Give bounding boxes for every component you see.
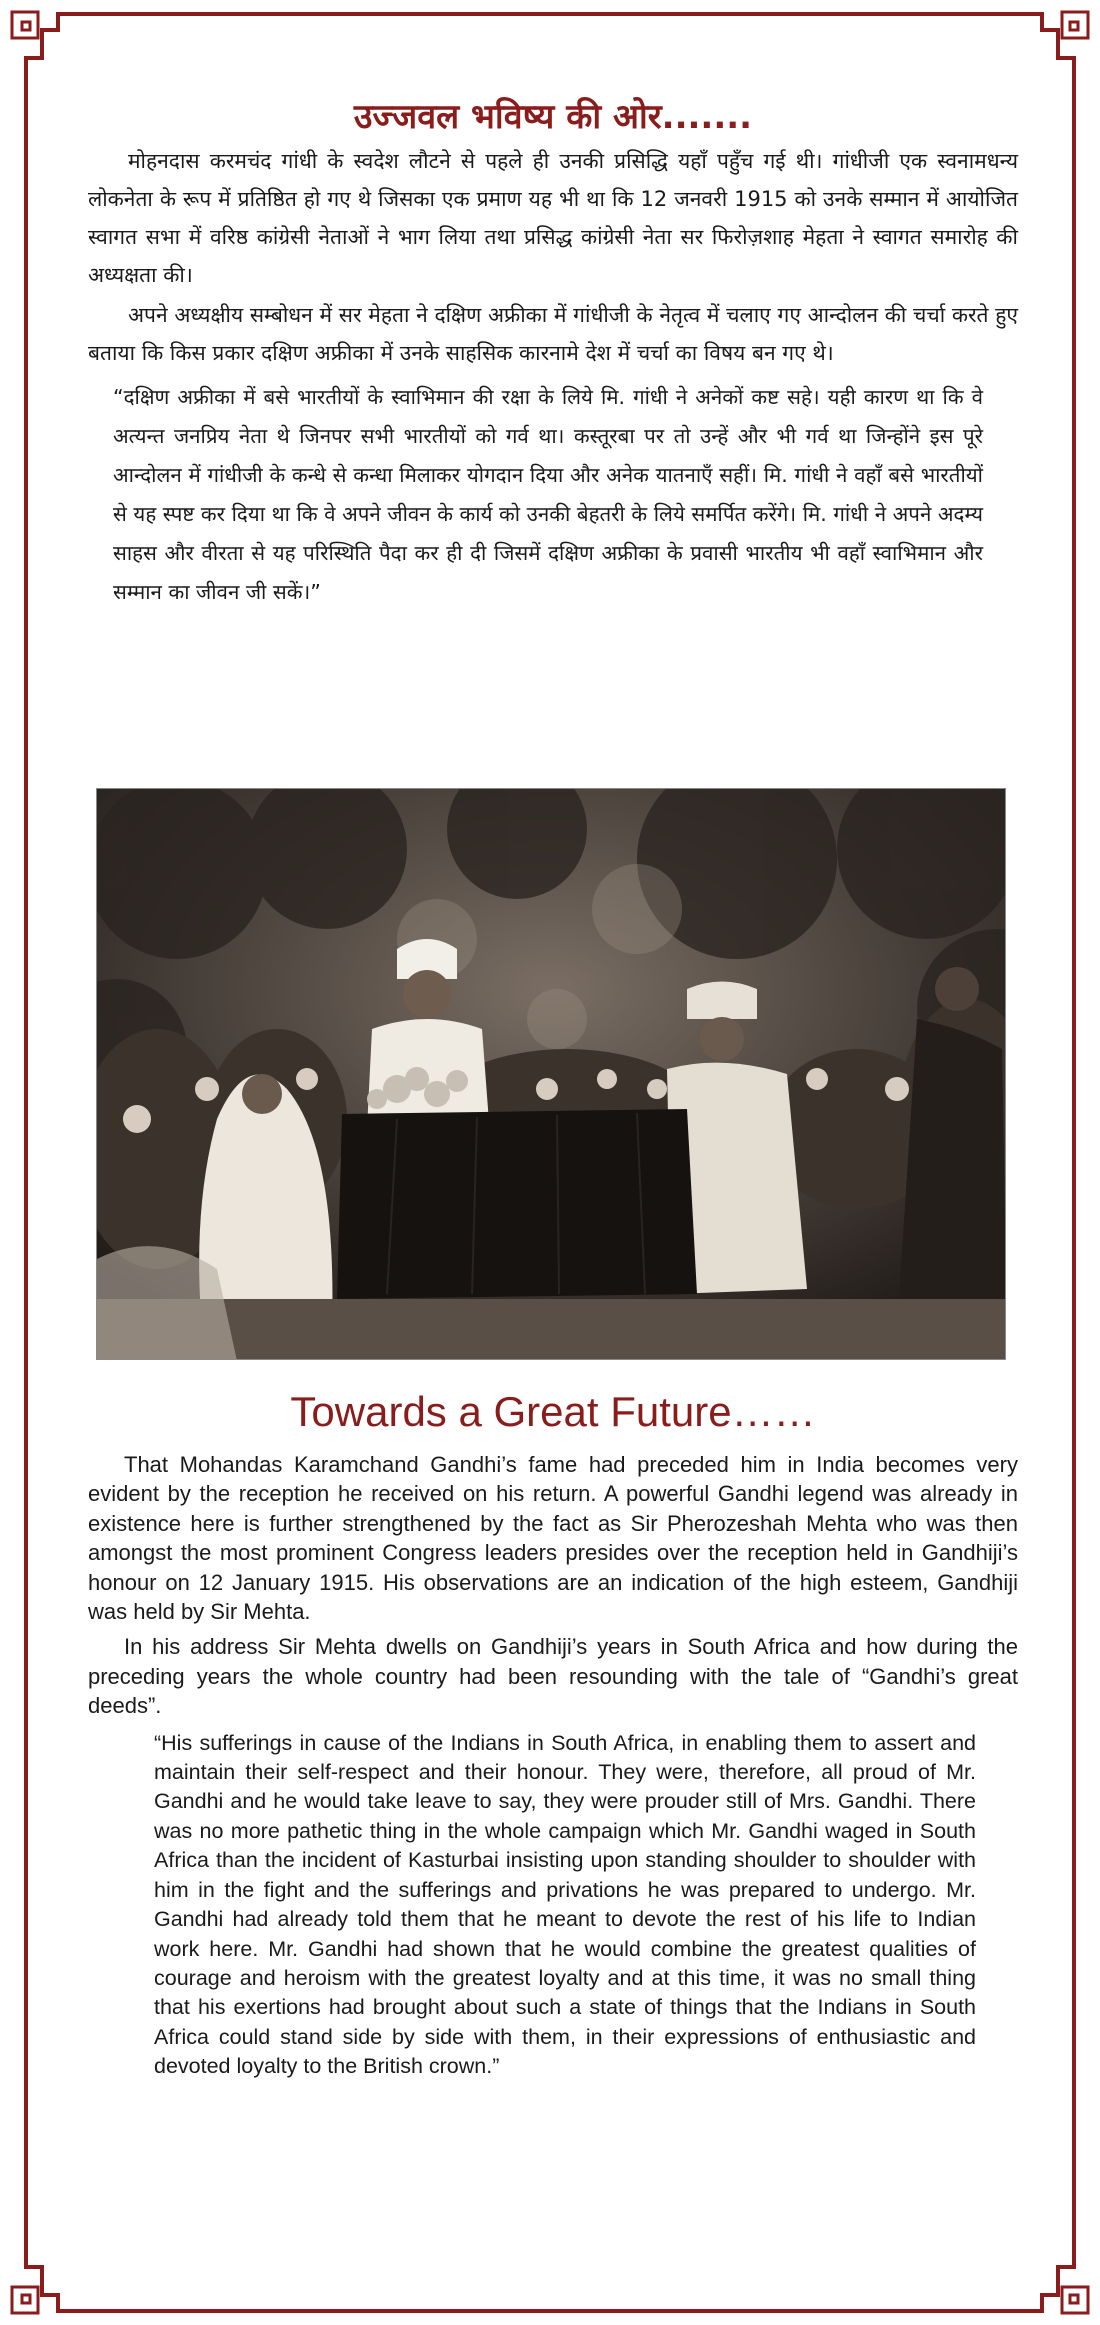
hindi-body <box>88 142 1018 612</box>
english-paragraph-1: That Mohandas Karamchand Gandhi’s fame had preceded him in India becomes very evident by the reception he received on his return. A powerful Gandhi legend was already in existence here is further strengthened by the fact as Sir Pherozeshah Mehta who was then amongst the most prominent Congress leaders presides over the reception held in Gandhiji’s honour on 12 January 1915. His observations are an indication of the high esteem, Gandhiji was held by Sir Mehta. <box>88 1452 1018 1625</box>
english-quote: “His sufferings in cause of the Indians in South Africa, in enabling them to assert and maintain their self-respect and their honour. They were, therefore, all proud of Mr. Gandhi and he would take leave to say, they were prouder still of Mrs. Gandhi. There was no more pathetic thing in the whole campaign which Mr. Gandhi waged in South Africa than the incident of Kasturbai insisting upon standing shoulder to shoulder with him in the fight and the sufferings and privations he was prepared to undergo. Mr. Gandhi had already told them that he meant to devote the rest of his life to Indian work here. Mr. Gandhi had shown that he would combine the greatest qualities of courage and heroism with the greatest loyalty and at this time, it was no small thing that his exertions had brought about such a state of things that the Indians in South Africa could stand side by side with them, in their expressions of enthusiastic and devoted loyalty to the British crown.” <box>154 1730 976 2079</box>
historical-photo <box>96 788 1006 1360</box>
english-body <box>88 1450 1018 2082</box>
english-title: Towards a Great Future…… <box>290 1388 816 1435</box>
hindi-title: उज्जवल भविष्य की ओर....... <box>353 97 753 137</box>
english-paragraph-2: In his address Sir Mehta dwells on Gandhiji’s years in South Africa and how during the preceding years the whole country had been resounding with the tale of “Gandhi’s great deeds”. <box>88 1634 1018 1719</box>
hindi-quote: “दक्षिण अफ्रीका में बसे भारतीयों के स्वाभिमान की रक्षा के लिये मि. गांधी ने अनेकों कष्ट सहे। यही कारण था कि वे अत्यन्त जनप्रिय नेता थे जिनपर सभी भारतीयों को गर्व था। कस्तूरबा पर तो उन्हें और भी गर्व था जिन्होंने इस पूरे आन्दोलन में गांधीजी के कन्धे से कन्धा मिलाकर योगदान दिया और अनेक यातनाएँ सहीं। मि. गांधी ने वहाँ बसे भारतीयों से यह स्पष्ट कर दिया था कि वे अपने जीवन के कार्य को उनकी बेहतरी के लिये समर्पित करेंगे। मि. गांधी ने अपने अदम्य साहस और वीरता से यह परिस्थिति पैदा कर ही दी जिसमें दक्षिण अफ्रीका के प्रवासी भारतीय भी वहाँ स्वाभिमान और सम्मान का जीवन जी सकें।” <box>113 385 983 604</box>
historical-photo-reception-icon <box>97 789 1006 1360</box>
hindi-paragraph-1: मोहनदास करमचंद गांधी के स्वदेश लौटने से पहले ही उनकी प्रसिद्धि यहाँ पहुँच गई थी। गांधीजी एक स्वनामधन्य लोकनेता के रूप में प्रतिष्ठित हो गए थे जिसका एक प्रमाण यह भी था कि 12 जनवरी 1915 को उनके सम्मान में आयोजित स्वागत सभा में वरिष्ठ कांग्रेसी नेताओं ने भाग लिया तथा प्रसिद्ध कांग्रेसी नेता सर फिरोज़शाह मेहता ने स्वागत समारोह की अध्यक्षता की। <box>88 149 1018 287</box>
hindi-paragraph-2: अपने अध्यक्षीय सम्बोधन में सर मेहता ने दक्षिण अफ्रीका में गांधीजी के नेतृत्व में चलाए गए आन्दोलन की चर्चा करते हुए बताया कि किस प्रकार दक्षिण अफ्रीका में उनके साहसिक कारनामे देश में चर्चा का विषय बन गए थे। <box>88 303 1018 365</box>
